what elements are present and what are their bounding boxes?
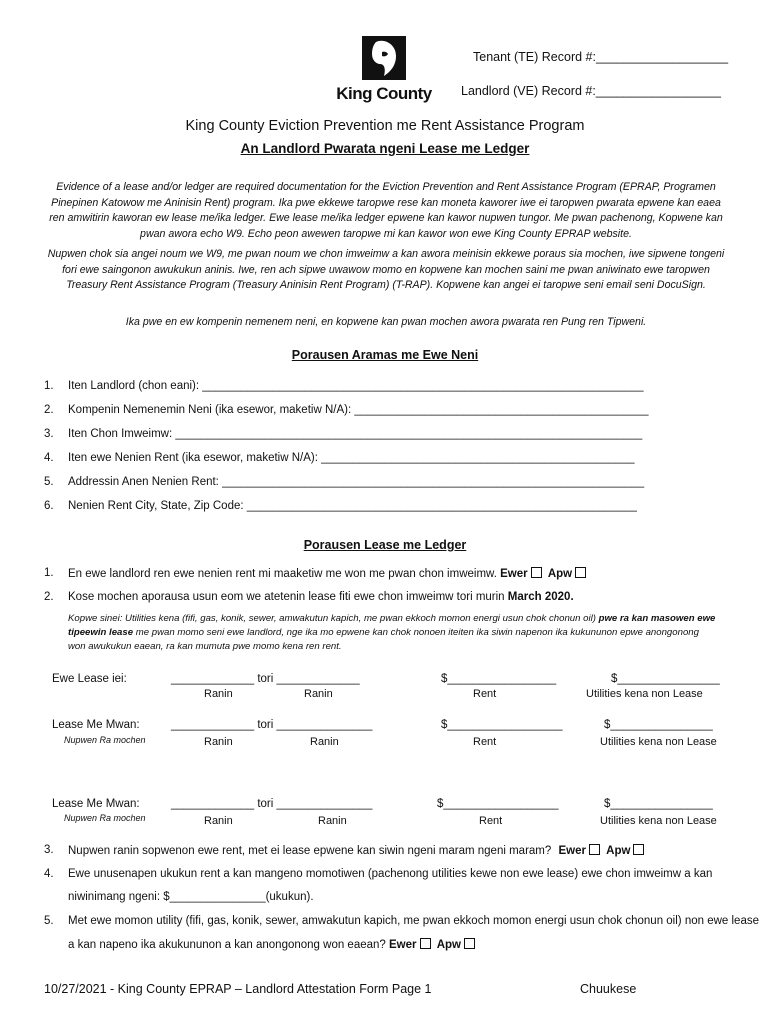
document-subtitle: An Landlord Pwarata ngeni Lease me Ledger xyxy=(240,141,530,156)
note-part-a: Kopwe sinei: Utilities kena (fifi, gas, konik, sewer, amwakutun kapich, me pwan ekkoch momon energi usun chok chonun oil) xyxy=(68,613,596,624)
previous-lease-range-field[interactable]: _____________ tori _______________ xyxy=(171,719,373,731)
footer-language: Chuukese xyxy=(580,982,637,996)
intro-paragraph-1: Evidence of a lease and/or ledger are required documentation for the Eviction Prevention and Rent Assistance Program (EPRAP, Programen Pinepinen Katowow me Aninisin Rent) program. Ika pwe ekkewe taropwe rese kan moneta kaworer iwe ei taropwen pwarata epwene kan eaea ren amwitirin kaworan ew lease me/ika ledger. Ewe lease me/ika ledger epwene kan kawor nupwen tungor. Me pwan pachenong, Kopwene kan pwan awora echo W9. Echo peon awewen taropwe mi kan kawor won ewe King County EPRAP website. xyxy=(49,181,723,240)
question-number: 5. xyxy=(44,915,54,927)
intro-paragraph-2: Nupwen chok sia angei noum we W9, me pwan noum we chon imweimw a kan awora meinisin ekkewe poraus sia mochen, iwe sipwene tongeni fori ewe saingonon awukukun aninis. Iwe, ren ach sipwe uwawow momo en kopwene kan mochen saini me pwan aniwinato ewe taropwen Treasury Rent Assistance Program (Treasury Aninisin Rent Program) (T-RAP). Kopwene kan angei ei taropwe seni email seni DocuSign. xyxy=(47,248,725,291)
date-caption: Ranin xyxy=(310,736,339,748)
landlord-record-field[interactable]: Landlord (VE) Record #:__________________ xyxy=(461,84,721,98)
date-caption: Ranin xyxy=(204,815,233,827)
item-number: 3. xyxy=(44,428,54,440)
question-5-text-2: a kan napeno ika akukununon a kan anongonong won eaean? xyxy=(68,939,386,951)
date-caption: Ranin xyxy=(204,688,233,700)
question-3 xyxy=(68,844,644,857)
yes-checkbox[interactable] xyxy=(531,567,542,578)
date-caption: Ranin xyxy=(318,815,347,827)
date-caption: Ranin xyxy=(304,688,333,700)
rent-caption: Rent xyxy=(479,815,503,827)
property-company-field[interactable]: Kompenin Nemenemin Neni (ika esewor, maketiw N/A): ______________________________________________ xyxy=(68,404,649,416)
current-lease-label: Ewe Lease iei: xyxy=(52,673,127,685)
rent-caption: Rent xyxy=(473,736,497,748)
footer-left: 10/27/2021 - King County EPRAP – Landlord Attestation Form Page 1 xyxy=(44,982,432,996)
question-2-date: March 2020. xyxy=(507,591,574,603)
yes-checkbox[interactable] xyxy=(420,938,431,949)
rental-address-field[interactable]: Addressin Anen Nenien Rent: __________________________________________________________________ xyxy=(68,476,645,488)
question-number: 2. xyxy=(44,591,54,603)
no-checkbox[interactable] xyxy=(575,567,586,578)
question-number: 1. xyxy=(44,567,54,579)
rental-city-field[interactable]: Nenien Rent City, State, Zip Code: _____________________________________________________________ xyxy=(68,500,637,512)
question-1 xyxy=(68,567,586,580)
previous-lease-rent-field[interactable]: $__________________ xyxy=(441,719,563,731)
question-2-text: Kose mochen aporausa usun eom we atetenin lease fiti ewe chon imweimw tori murin xyxy=(68,591,505,603)
item-number: 1. xyxy=(44,380,54,392)
no-checkbox[interactable] xyxy=(633,844,644,855)
question-5-text: Met ewe momon utility (fifi, gas, konik, sewer, amwakutun kapich, me pwan ekkoch momon energi usun chok chonun oil) non ewe lease xyxy=(68,915,759,927)
king-county-logo xyxy=(334,36,434,106)
rent-caption: Rent xyxy=(473,688,497,700)
rental-name-field[interactable]: Iten ewe Nenien Rent (ika esewor, maketiw N/A): _________________________________________________ xyxy=(68,452,635,464)
tenant-name-field[interactable]: Iten Chon Imweimw: _________________________________________________________________________ xyxy=(68,428,643,440)
section-1-title: Porausen Aramas me Ewe Neni xyxy=(291,348,479,362)
question-number: 3. xyxy=(44,844,54,856)
landlord-name-field[interactable]: Iten Landlord (chon eani): _____________________________________________________________________ xyxy=(68,380,644,392)
note-part-b: pwe ra kan masowen ewe tipeewin lease xyxy=(68,613,716,638)
utilities-caption: Utilities kena non Lease xyxy=(600,736,717,748)
no-label: Apw xyxy=(436,939,461,951)
previous-lease-utilities-field[interactable]: $________________ xyxy=(604,719,713,731)
older-lease-label: Lease Me Mwan: xyxy=(52,798,140,810)
question-5-continued xyxy=(68,938,475,951)
date-caption: Ranin xyxy=(204,736,233,748)
previous-lease-label: Lease Me Mwan: xyxy=(52,719,140,731)
item-number: 4. xyxy=(44,452,54,464)
current-lease-utilities-field[interactable]: $________________ xyxy=(611,673,720,685)
item-number: 2. xyxy=(44,404,54,416)
no-label: Apw xyxy=(606,845,631,857)
yes-label: Ewer xyxy=(389,939,417,951)
yes-label: Ewer xyxy=(558,845,586,857)
king-county-logo-icon xyxy=(362,36,406,80)
item-number: 5. xyxy=(44,476,54,488)
logo-text: King County xyxy=(336,84,432,103)
utilities-note xyxy=(68,612,718,654)
utilities-caption: Utilities kena non Lease xyxy=(600,815,717,827)
older-lease-sublabel: Nupwen Ra mochen xyxy=(64,813,146,823)
intro-paragraph-3: Ika pwe en ew kompenin nemenem neni, en kopwene kan pwan mochen awora pwarata ren Pung ren Tipweni. xyxy=(125,316,647,328)
monthly-rent-field[interactable]: niwinimang ngeni: $_______________(ukukun). xyxy=(68,891,314,903)
no-label: Apw xyxy=(547,568,573,580)
question-2 xyxy=(68,591,574,603)
current-lease-range-field[interactable]: _____________ tori _____________ xyxy=(171,673,360,685)
note-part-c: me pwan momo seni ewe landlord, nge ika mo epwene kan chok nonoen iteiten ika siwin napenon ika kukununon epwe anongonong won awukukun eaean, ra kan mumuta pwe momo kena ren rent. xyxy=(68,627,699,652)
question-3-text: Nupwen ranin sopwenon ewe rent, met ei lease epwene kan siwin ngeni maram ngeni maram? xyxy=(68,845,552,857)
previous-lease-sublabel: Nupwen Ra mochen xyxy=(64,735,146,745)
question-number: 4. xyxy=(44,868,54,880)
older-lease-utilities-field[interactable]: $________________ xyxy=(604,798,713,810)
section-2-title: Porausen Lease me Ledger xyxy=(303,538,467,552)
question-4-text: Ewe unusenapen ukukun rent a kan mangeno momotiwen (pachenong utilities kewe non ewe lease) ewe chon imweimw a kan xyxy=(68,868,713,880)
yes-label: Ewer xyxy=(500,568,528,580)
current-lease-rent-field[interactable]: $_________________ xyxy=(441,673,557,685)
item-number: 6. xyxy=(44,500,54,512)
utilities-caption: Utilities kena non Lease xyxy=(586,688,703,700)
no-checkbox[interactable] xyxy=(464,938,475,949)
tenant-record-field[interactable]: Tenant (TE) Record #:___________________ xyxy=(473,50,729,64)
document-title: King County Eviction Prevention me Rent Assistance Program xyxy=(185,118,585,134)
question-1-text: En ewe landlord ren ewe nenien rent mi maaketiw me won me pwan chon imweimw. xyxy=(68,568,497,580)
older-lease-rent-field[interactable]: $__________________ xyxy=(437,798,559,810)
older-lease-range-field[interactable]: _____________ tori _______________ xyxy=(171,798,373,810)
yes-checkbox[interactable] xyxy=(589,844,600,855)
